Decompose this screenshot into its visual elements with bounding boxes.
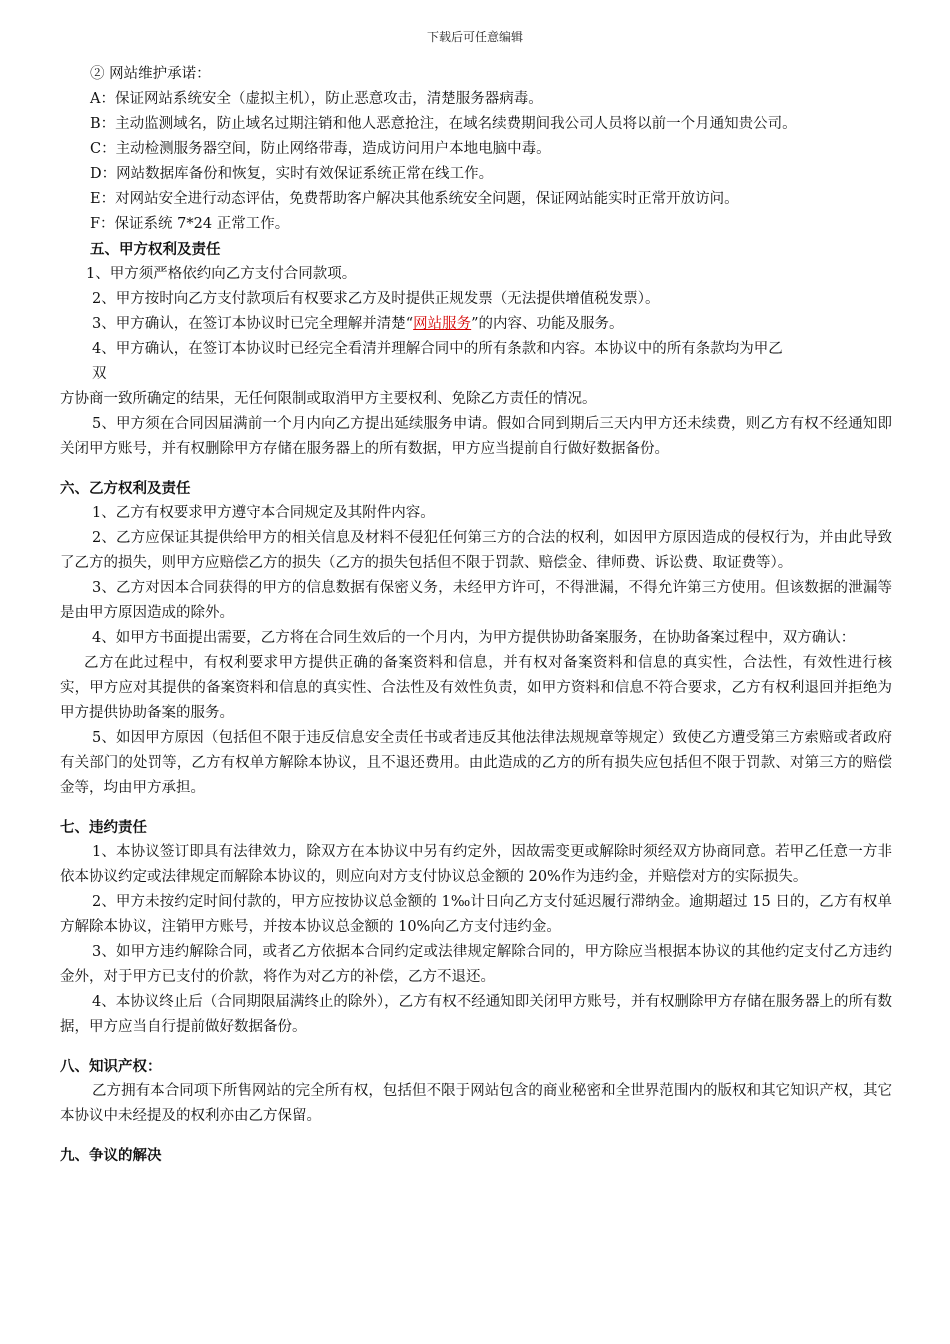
- maintenance-item-f: F：保证系统 7*24 正常工作。: [90, 216, 290, 232]
- section-7-clause-2: 2、甲方未按约定时间付款的，甲方应按协议总金额的 1‰计日向乙方支付延迟履行滞纳金。逾期超过 15 日的，乙方有权单方解除本协议，注销甲方账号，并按本协议总金额的 10%向乙方支付违约金。: [60, 894, 892, 935]
- section-8-clause-1: 乙方拥有本合同项下所售网站的完全所有权，包括但不限于网站包含的商业秘密和全世界范围内的版权和其它知识产权，其它本协议中未经提及的权利亦由乙方保留。: [60, 1083, 892, 1124]
- section-5-clause-4-line2: 双: [92, 366, 107, 382]
- maintenance-item-d: D：网站数据库备份和恢复，实时有效保证系统正常在线工作。: [90, 166, 494, 182]
- document-body: [60, 62, 892, 1168]
- section-5-clause-3: [60, 312, 892, 337]
- section-5-heading: 五、甲方权利及责任: [90, 241, 221, 258]
- clause-3-text-before: 3、甲方确认，在签订本协议时已完全理解并清楚“: [92, 316, 414, 332]
- website-service-link[interactable]: 网站服务: [413, 316, 472, 332]
- maintenance-item-e: E：对网站安全进行动态评估，免费帮助客户解决其他系统安全问题，保证网站能实时正常开放访问。: [90, 191, 739, 207]
- maintenance-item-a: A：保证网站系统安全（虚拟主机），防止恶意攻击，清楚服务器病毒。: [90, 91, 543, 107]
- section-6-clause-1: 1、乙方有权要求甲方遵守本合同规定及其附件内容。: [92, 505, 435, 521]
- section-6-clause-2: 2、乙方应保证其提供给甲方的相关信息及材料不侵犯任何第三方的合法的权利，如因甲方原因造成的侵权行为，并由此导致了乙方的损失，则甲方应赔偿乙方的损失（乙方的损失包括但不限于罚款、赔偿金、律师费、诉讼费、取证费等）。: [60, 530, 892, 571]
- section-6-heading: 六、乙方权利及责任: [60, 480, 191, 497]
- section-6-clause-4-detail: 乙方在此过程中，有权利要求甲方提供正确的备案资料和信息，并有权对备案资料和信息的真实性，合法性，有效性进行核实，甲方应对其提供的备案资料和信息的真实性、合法性及有效性负责，如甲方资料和信息不符合要求，乙方有权利退回并拒绝为甲方提供协助备案的服务。: [60, 655, 892, 721]
- section-5-clause-4-line1: 4、甲方确认，在签订本协议时已经完全看清并理解合同中的所有条款和内容。本协议中的所有条款均为甲乙: [92, 341, 783, 357]
- section-7-clause-3: 3、如甲方违约解除合同，或者乙方依据本合同约定或法律规定解除合同的，甲方除应当根据本协议的其他约定支付乙方违约金外，对于甲方已支付的价款，将作为对乙方的补偿，乙方不退还。: [60, 944, 892, 985]
- section-5-clause-4-line3: 方协商一致所确定的结果，无任何限制或取消甲方主要权利、免除乙方责任的情况。: [60, 391, 597, 407]
- clause-3-text-after: ”的内容、功能及服务。: [471, 316, 624, 332]
- section-5-clause-5: 5、甲方须在合同因届满前一个月内向乙方提出延续服务申请。假如合同到期后三天内甲方还未续费，则乙方有权不经通知即关闭甲方账号，并有权删除甲方存储在服务器上的所有数据，甲方应当提前自行做好数据备份。: [60, 416, 892, 457]
- section-7-clause-4: 4、本协议终止后（合同期限届满终止的除外），乙方有权不经通知即关闭甲方账号，并有权删除甲方存储在服务器上的所有数据，甲方应当自行提前做好数据备份。: [60, 994, 892, 1035]
- section-9-heading: 九、争议的解决: [60, 1147, 162, 1164]
- page-header: 下载后可任意编辑: [426, 30, 523, 44]
- section-5-clause-1: 1、甲方须严格依约向乙方支付合同款项。: [86, 266, 357, 282]
- section-6-clause-5: 5、如因甲方原因（包括但不限于违反信息安全责任书或者违反其他法律法规规章等规定）致使乙方遭受第三方索赔或者政府有关部门的处罚等，乙方有权单方解除本协议，且不退还费用。由此造成的乙方的所有损失应包括但不限于罚款、对第三方的赔偿金等，均由甲方承担。: [60, 730, 892, 796]
- section-7-clause-1: 1、本协议签订即具有法律效力，除双方在本协议中另有约定外，因故需变更或解除时须经双方协商同意。若甲乙任意一方非依本协议约定或法律规定而解除本协议的，则应向对方支付协议总金额的 20%作为违约金，并赔偿对方的实际损失。: [60, 844, 892, 885]
- section-8-heading: 八、知识产权：: [60, 1058, 162, 1075]
- section-7-heading: 七、违约责任: [60, 819, 147, 836]
- maintenance-title: ② 网站维护承诺：: [90, 66, 211, 82]
- section-6-clause-4: 4、如甲方书面提出需要，乙方将在合同生效后的一个月内，为甲方提供协助备案服务，在协助备案过程中，双方确认：: [92, 630, 856, 646]
- maintenance-item-c: C：主动检测服务器空间，防止网络带毒，造成访问用户本地电脑中毒。: [90, 141, 551, 157]
- section-5-clause-2: 2、甲方按时向乙方支付款项后有权要求乙方及时提供正规发票（无法提供增值税发票）。: [92, 291, 660, 307]
- maintenance-item-b: B：主动监测域名，防止域名过期注销和他人恶意抢注，在域名续费期间我公司人员将以前一个月通知贵公司。: [90, 116, 797, 132]
- section-6-clause-3: 3、乙方对因本合同获得的甲方的信息数据有保密义务，未经甲方许可，不得泄漏，不得允许第三方使用。但该数据的泄漏等是由甲方原因造成的除外。: [60, 580, 892, 621]
